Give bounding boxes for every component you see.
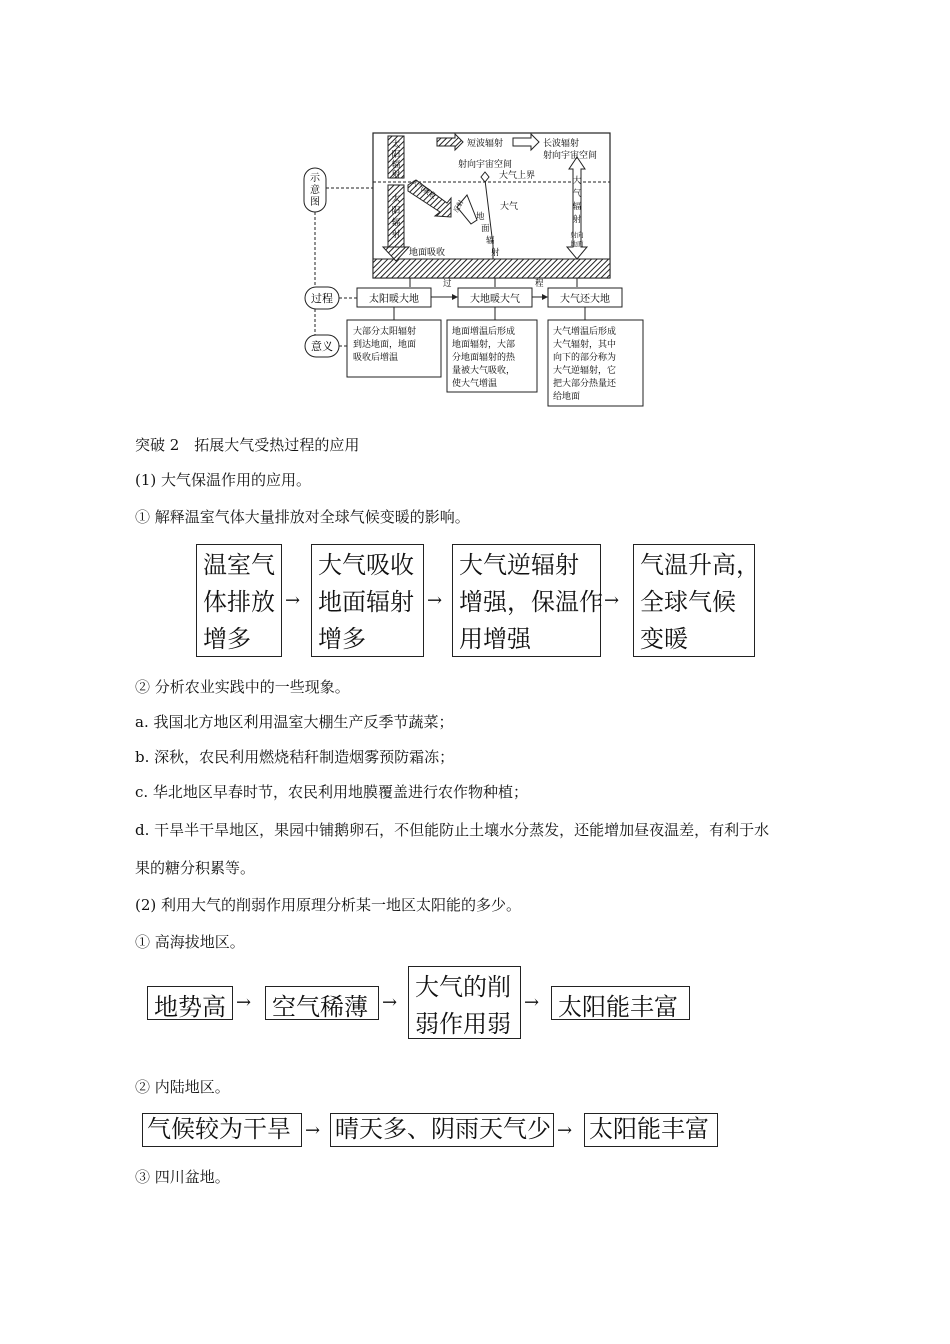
flow-box-line: 大气的削 (415, 973, 511, 1001)
atm-radiation-char: 辐 (572, 202, 582, 212)
flow3-arrow: → (305, 1120, 321, 1141)
meaning-text: 大气增温后形成 (553, 327, 617, 337)
to-ground-label: 射向 (570, 231, 584, 239)
sun-top-char: 射 (391, 170, 401, 180)
atmosphere-label: 大气 (500, 202, 519, 212)
flow-box-line: 全球气候 (640, 588, 736, 616)
flow-box-line: 温室气 (203, 551, 275, 579)
meaning-text: 分地面辐射的热 (452, 353, 516, 363)
sun-top-char: 辐 (391, 160, 401, 170)
flow-box-line: 增多 (203, 625, 251, 653)
paragraph-1: (1) 大气保温作用的应用。 (135, 471, 312, 489)
flow-box-line: 变暖 (640, 625, 688, 653)
step-arrowhead-2 (542, 294, 548, 300)
flow-box-line: 体排放 (203, 588, 275, 616)
legend-short-arrow (437, 134, 463, 150)
legend-long-label-2: 射向宇宙空间 (543, 151, 598, 161)
atmosphere-heating-diagram (295, 125, 655, 410)
flow1-box (311, 544, 424, 657)
step-arrowhead-1 (452, 294, 458, 300)
paragraph-2a: ① 高海拔地区。 (135, 933, 245, 951)
flow3-box (142, 1113, 302, 1147)
flow-box-line: 大气吸收 (318, 551, 414, 579)
flow2-arrow: → (524, 992, 540, 1013)
label-meaning: 意义 (311, 340, 333, 353)
flow2-arrow: → (236, 992, 252, 1013)
sun-bottom-char: 太 (391, 194, 401, 204)
flow1-box (633, 544, 760, 657)
atm-radiation-char: 射 (572, 215, 582, 225)
paragraph-2b: ② 内陆地区。 (135, 1078, 230, 1096)
legend-short-label: 短波辐射 (467, 139, 504, 149)
process-label-2: 程 (535, 279, 544, 289)
flow2-box (551, 986, 690, 1020)
to-ground-label: 地面 (570, 240, 584, 248)
flow-box-line: 用增强 (459, 625, 531, 653)
flow-box-line: 增强，保温作 (459, 588, 603, 616)
meaning-text: 地面增温后形成 (452, 327, 516, 337)
flow-box-line: 增多 (318, 625, 366, 653)
ground-radiation-char: 地 (476, 212, 485, 222)
flow-box-line: 地面辐射 (318, 588, 414, 616)
legend-long-label-1: 长波辐射 (543, 139, 580, 149)
atmosphere-top-label: 大气上界 (499, 171, 536, 181)
paragraph-1a: ① 解释温室气体大量排放对全球气候变暖的影响。 (135, 508, 470, 526)
space-label: 射向宇宙空间 (458, 160, 513, 170)
flow3-arrow: → (557, 1120, 573, 1141)
paragraph-2: (2) 利用大气的削弱作用原理分析某一地区太阳能的多少。 (135, 896, 522, 914)
legend-long-arrow (513, 134, 539, 150)
ground-radiation-char: 射 (491, 248, 500, 258)
meaning-text: 量被大气吸收， (452, 366, 516, 376)
flow1-arrow: → (427, 590, 443, 611)
item-b: b. 深秋，农民利用燃烧秸秆制造烟雾预防霜冻； (135, 748, 455, 766)
flow-box-line: 空气稀薄 (272, 993, 368, 1021)
flow-box-line: 气候较为干旱 (147, 1115, 291, 1143)
paragraph-2c: ③ 四川盆地。 (135, 1168, 230, 1186)
flow1-arrow: → (604, 590, 620, 611)
flow-box-line: 弱作用弱 (415, 1010, 511, 1038)
item-d-line1: d. 干旱半干旱地区，果园中铺鹅卵石，不但能防止土壤水分蒸发，还能增加昼夜温差，有利于水 (135, 821, 770, 839)
flow1-box (452, 544, 601, 657)
sun-bottom-char: 阳 (391, 206, 401, 216)
meaning-text: 到达地面，地面 (353, 340, 417, 350)
flow-box-line: 气温升高， (640, 551, 760, 579)
item-a: a. 我国北方地区利用温室大棚生产反季节蔬菜； (135, 713, 454, 731)
meaning-text: 向下的部分称为 (553, 353, 617, 363)
step-label: 大气还大地 (560, 294, 610, 305)
sun-bottom-char: 辐 (391, 218, 401, 228)
flow2-box (147, 986, 233, 1020)
paragraph-1b: ② 分析农业实践中的一些现象。 (135, 678, 350, 696)
item-d-line2: 果的糖分积累等。 (135, 859, 256, 877)
flow2-box (265, 986, 379, 1020)
meaning-text: 使大气增温 (452, 379, 498, 389)
ground-hatched (373, 259, 610, 278)
sun-top-char: 阳 (391, 150, 401, 160)
meaning-text: 大部分太阳辐射 (353, 327, 417, 337)
ground-radiation-diamond (481, 172, 489, 182)
meaning-text: 大气逆辐射，它 (553, 366, 617, 376)
section-heading: 突破 2 拓展大气受热过程的应用 (135, 436, 360, 454)
item-c: c. 华北地区早春时节，农民利用地膜覆盖进行农作物种植； (135, 783, 528, 801)
atm-radiation-char: 大 (572, 176, 582, 186)
flow1-arrow: → (285, 590, 301, 611)
meaning-text: 把大部分热量还 (553, 379, 617, 389)
flow3-box (330, 1113, 554, 1147)
label-diagram-2: 意 (310, 185, 320, 196)
flow-box-line: 晴天多、阴雨天气少 (335, 1115, 551, 1143)
flow2-arrow: → (382, 992, 398, 1013)
flow-box-line: 大气逆辐射 (459, 551, 579, 579)
flow-box-line: 太阳能丰富 (589, 1115, 709, 1143)
step-label: 大地暖大气 (470, 294, 520, 305)
label-diagram-1: 示 (310, 173, 320, 184)
flow-box-line: 太阳能丰富 (558, 993, 678, 1021)
flow1-box (196, 544, 282, 657)
atm-absorb-label: 大气吸收 (409, 178, 438, 201)
process-label-1: 过 (443, 279, 452, 289)
meaning-text: 吸收后增温 (353, 353, 399, 363)
flow3-box (584, 1113, 718, 1147)
meaning-text: 给地面 (553, 392, 581, 402)
ground-absorb-label: 地面吸收 (409, 248, 446, 258)
label-diagram-3: 图 (310, 197, 320, 208)
ground-radiation-char: 面 (481, 224, 490, 234)
step-label: 太阳暖大地 (369, 294, 419, 305)
flow-box-line: 地势高 (154, 993, 226, 1021)
ground-radiation-char: 辐 (486, 236, 495, 246)
meaning-text: 地面辐射，大部 (452, 340, 516, 350)
sun-bottom-char: 射 (391, 230, 401, 240)
reflect-label: 反射 (451, 198, 466, 214)
flow2-box (408, 966, 521, 1039)
sun-top-char: 太 (391, 140, 401, 150)
atm-radiation-char: 气 (572, 189, 582, 199)
label-process: 过程 (311, 292, 333, 305)
meaning-text: 大气辐射，其中 (553, 340, 617, 350)
